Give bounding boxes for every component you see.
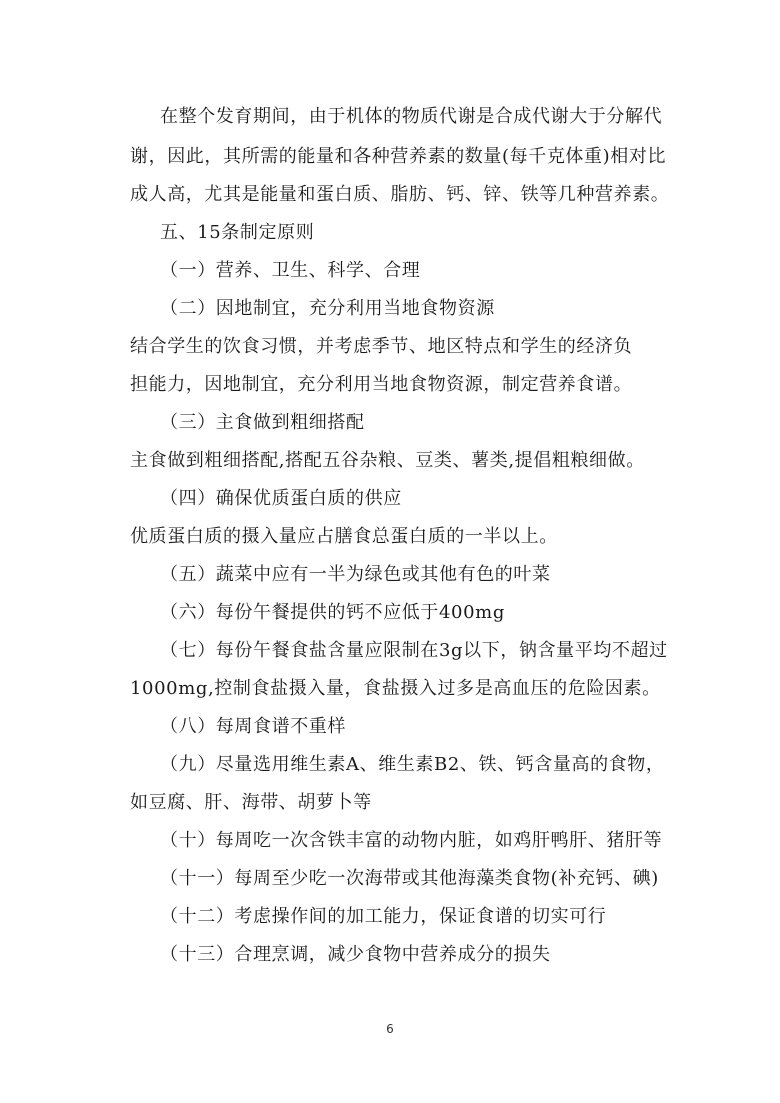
page-number: 6 (386, 1022, 394, 1036)
paragraph-line: 主食做到粗细搭配,搭配五谷杂粮、豆类、薯类,提倡粗粮细做。 (130, 450, 645, 471)
paragraph-line: 如豆腐、肝、海带、胡萝卜等 (130, 792, 372, 813)
list-item: （四）确保优质蛋白质的供应 (160, 488, 402, 509)
list-item: （十三）合理烹调，减少食物中营养成分的损失 (160, 944, 551, 965)
section-heading: 五、15条制定原则 (160, 222, 315, 243)
list-item: （五）蔬菜中应有一半为绿色或其他有色的叶菜 (160, 564, 551, 585)
list-item: （三）主食做到粗细搭配 (160, 412, 365, 433)
paragraph-line: 1000mg,控制食盐摄入量，食盐摄入过多是高血压的危险因素。 (130, 678, 661, 699)
paragraph-line: 在整个发育期间，由于机体的物质代谢是合成代谢大于分解代 (160, 106, 663, 127)
list-item: （一）营养、卫生、科学、合理 (160, 260, 421, 281)
list-item: （六）每份午餐提供的钙不应低于400mg (160, 602, 505, 623)
list-item: （十一）每周至少吃一次海带或其他海藻类食物(补充钙、碘) (160, 868, 659, 889)
paragraph-line: 优质蛋白质的摄入量应占膳食总蛋白质的一半以上。 (130, 526, 558, 547)
list-item: （八）每周食谱不重样 (160, 716, 346, 737)
paragraph-line: 成人高，尤其是能量和蛋白质、脂肪、钙、锌、铁等几种营养素。 (130, 184, 670, 205)
paragraph-line: 谢，因此，其所需的能量和各种营养素的数量(每千克体重)相对比 (130, 146, 667, 167)
paragraph-line: 结合学生的饮食习惯，并考虑季节、地区特点和学生的经济负 (130, 336, 633, 357)
list-item: （十）每周吃一次含铁丰富的动物内脏，如鸡肝鸭肝、猪肝等 (160, 830, 663, 851)
list-item: （九）尽量选用维生素A、维生素B2、铁、钙含量高的食物， (160, 754, 665, 775)
list-item: （二）因地制宜，充分利用当地食物资源 (160, 298, 495, 319)
list-item: （七）每份午餐食盐含量应限制在3g以下，钠含量平均不超过 (160, 640, 668, 661)
paragraph-line: 担能力，因地制宜，充分利用当地食物资源，制定营养食谱。 (130, 374, 633, 395)
list-item: （十二）考虑操作间的加工能力，保证食谱的切实可行 (160, 906, 607, 927)
